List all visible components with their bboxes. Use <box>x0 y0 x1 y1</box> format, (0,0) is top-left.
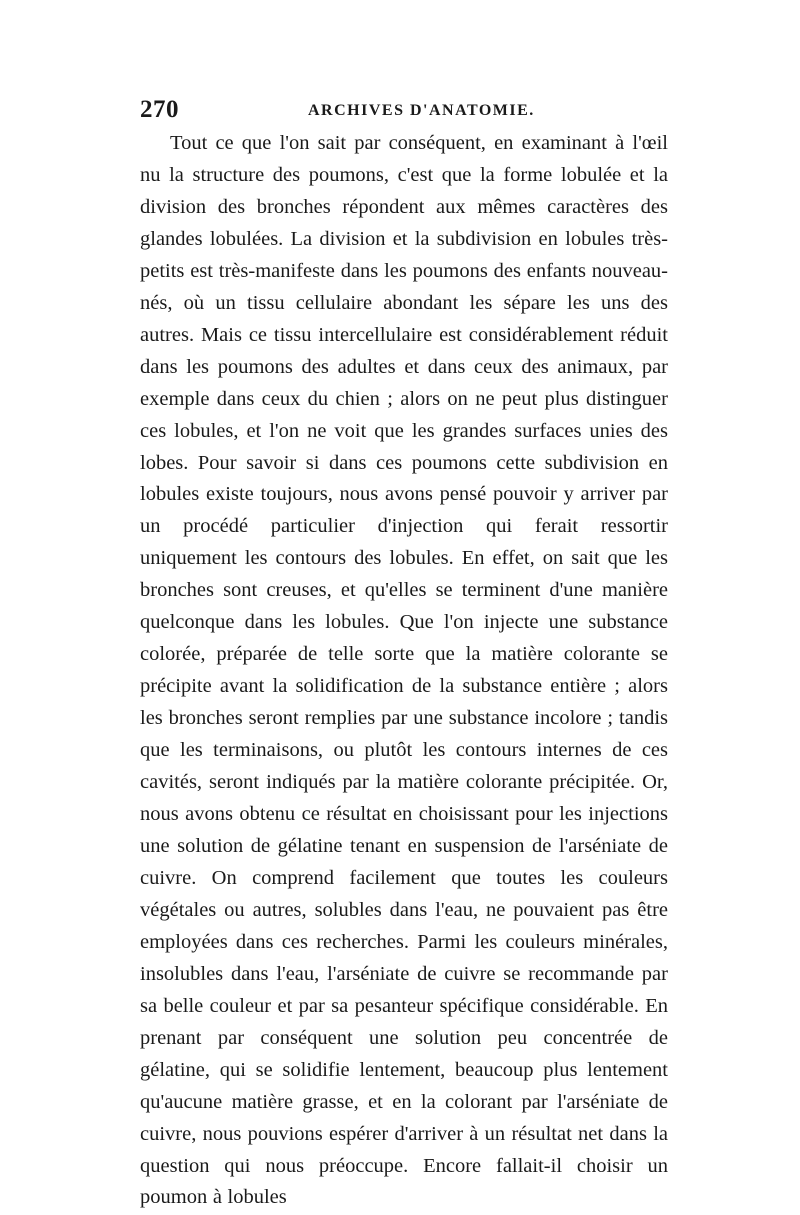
running-title: ARCHIVES D'ANATOMIE. <box>308 102 535 119</box>
page-number: 270 <box>140 96 179 123</box>
body-paragraph: Tout ce que l'on sait par conséquent, en examinant à l'œil nu la structure des poumons, c'est que la forme lobulée et la division des bronches répondent aux mêmes caractères des glandes lobulées. La division et la subdivision en lobules très-petits est très-manifeste dans les poumons des enfants nouveau-nés, où un tissu cellulaire abondant les sépare les uns des autres. Mais ce tissu intercellulaire est considérablement réduit dans les poumons des adultes et dans ceux des animaux, par exemple dans ceux du chien ; alors on ne peut plus distinguer ces lobules, et l'on ne voit que les grandes surfaces unies des lobes. Pour savoir si dans ces poumons cette subdivision en lobules existe toujours, nous avons pensé pouvoir y arriver par un procédé particulier d'injection qui ferait ressortir uniquement les contours des lobules. En effet, on sait que les bronches sont creuses, et qu'elles se terminent d'une manière quelconque dans les lobules. Que l'on injecte une substance colorée, préparée de telle sorte que la matière colorante se précipite avant la solidification de la substance entière ; alors les bronches seront remplies par une substance incolore ; tandis que les terminaisons, ou plutôt les contours internes de ces cavités, seront indiqués par la matière colorante précipitée. Or, nous avons obtenu ce résultat en choisissant pour les injections une solution de gélatine tenant en suspension de l'arséniate de cuivre. On comprend facilement que toutes les couleurs végétales ou autres, solubles dans l'eau, ne pouvaient pas être employées dans ces recherches. Parmi les couleurs minérales, insolubles dans l'eau, l'arséniate de cuivre se recommande par sa belle couleur et par sa pesanteur spécifique considérable. En prenant par conséquent une solution peu concentrée de gélatine, qui se solidifie lentement, beaucoup plus lentement qu'aucune matière grasse, et en la colorant par l'arséniate de cuivre, nous pouvions espérer d'arriver à un résultat net dans la question qui nous préoccupe. Encore fallait-il choisir un poumon à lobules <box>140 132 668 1209</box>
page-header <box>140 96 670 126</box>
